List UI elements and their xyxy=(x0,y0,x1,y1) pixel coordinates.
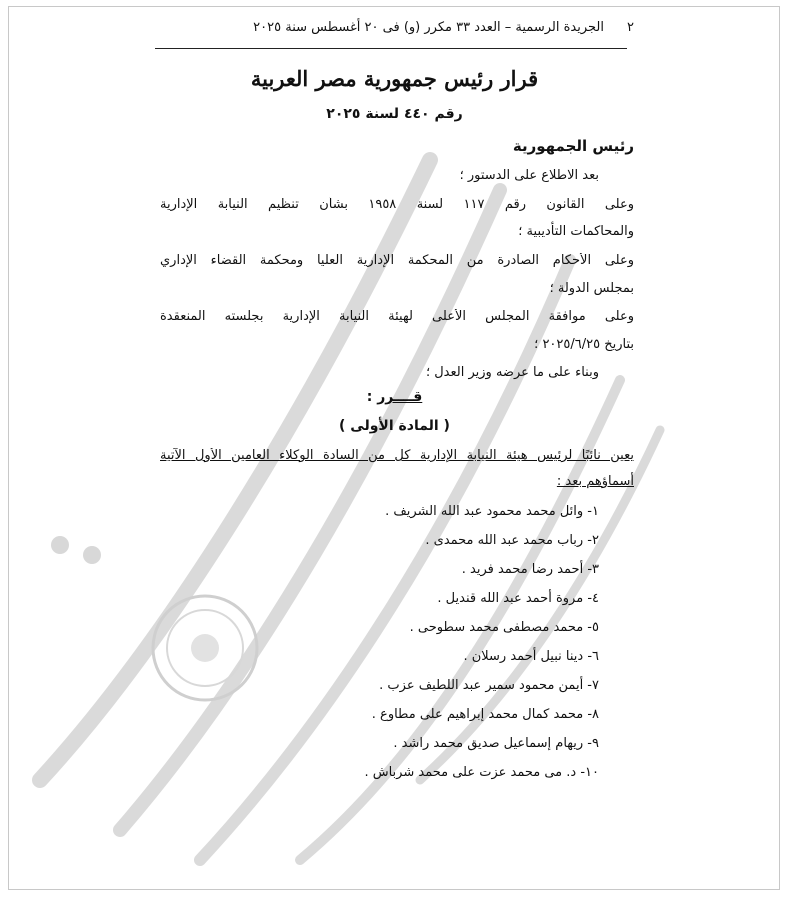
decided-heading xyxy=(0,389,789,405)
preamble-council-line1: وعلى موافقة المجلس الأعلى لهيئة النيابة الإدارية بجلسته المنعقدة xyxy=(160,309,634,324)
page-number: ٢ xyxy=(627,20,634,35)
preamble-constitution: بعد الاطلاع على الدستور ؛ xyxy=(459,168,599,183)
list-item: ٨- محمد كمال محمد إبراهيم على مطاوع . xyxy=(371,707,599,722)
list-item: ٢- رباب محمد عبد الله محمدى . xyxy=(425,533,599,548)
preamble-rulings-line2: بمجلس الدولة ؛ xyxy=(549,281,634,296)
preamble-law-line2: والمحاكمات التأديبية ؛ xyxy=(518,224,634,239)
issuer-heading: رئيس الجمهورية xyxy=(512,137,634,155)
decided-colon: : xyxy=(366,389,373,405)
header-divider xyxy=(155,48,627,49)
gazette-running-header: الجريدة الرسمية – العدد ٣٣ مكرر (و) فى ٢٠ أغسطس سنة ٢٠٢٥ xyxy=(253,20,604,35)
article-heading: ( المادة الأولى ) xyxy=(339,418,450,434)
preamble-rulings-line1: وعلى الأحكام الصادرة من المحكمة الإدارية العليا ومحكمة القضاء الإداري xyxy=(160,253,634,268)
list-item: ١- وائل محمد محمود عبد الله الشريف . xyxy=(385,504,599,519)
list-item: ٦- دينا نبيل أحمد رسلان . xyxy=(463,649,599,664)
list-item: ٤- مروة أحمد عبد الله قنديل . xyxy=(437,591,599,606)
article-text-line1: يعين نائبًا لرئيس هيئة النيابة الإدارية كل من السادة الوكلاء العامين الأول الآتية xyxy=(160,448,634,463)
article-text-line2: أسماؤهم بعد : xyxy=(556,474,634,489)
decree-title: قرار رئيس جمهورية مصر العربية xyxy=(250,66,539,91)
list-item: ٩- ريهام إسماعيل صديق محمد راشد . xyxy=(393,736,599,751)
preamble-council-line2: بتاريخ ٢٠٢٥/٦/٢٥ ؛ xyxy=(534,337,634,352)
preamble-minister: وبناء على ما عرضه وزير العدل ؛ xyxy=(425,365,599,380)
appointees-list xyxy=(364,502,599,792)
list-item: ٥- محمد مصطفى محمد سطوحى . xyxy=(409,620,599,635)
decree-number: رقم ٤٤٠ لسنة ٢٠٢٥ xyxy=(326,106,463,122)
list-item: ٧- أيمن محمود سمير عبد اللطيف عزب . xyxy=(379,678,599,693)
list-item: ١٠- د. مى محمد عزت على محمد شرباش . xyxy=(364,765,599,780)
decided-label: قــــرر xyxy=(377,389,423,405)
list-item: ٣- أحمد رضا محمد فريد . xyxy=(461,562,599,577)
preamble-law-line1: وعلى القانون رقم ١١٧ لسنة ١٩٥٨ بشأن تنظيم النيابة الإدارية xyxy=(160,197,634,212)
